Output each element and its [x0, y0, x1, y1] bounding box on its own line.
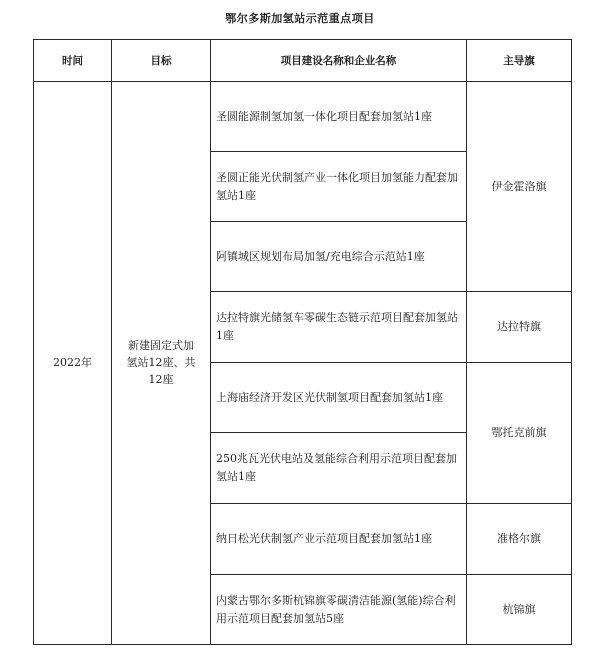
- header-project: 项目建设名称和企业名称: [211, 40, 467, 82]
- header-banner: 主导旗: [467, 40, 572, 82]
- header-time: 时间: [34, 40, 112, 82]
- page-title: 鄂尔多斯加氢站示范重点项目: [225, 12, 375, 25]
- header-goal: 目标: [112, 40, 211, 82]
- project-cell: 圣圆正能光伏制氢产业一体化项目加氢能力配套加氢站1座: [211, 152, 467, 222]
- project-cell: 250兆瓦光伏电站及氢能综合利用示范项目配套加氢站1座: [211, 433, 467, 504]
- table-row: [34, 82, 572, 152]
- goal-text: 新建固定式加氢站12座、共12座: [126, 339, 196, 386]
- project-cell: 阿镇城区规划布局加氢/充电综合示范站1座: [211, 222, 467, 292]
- banner-cell: 准格尔旗: [467, 504, 572, 575]
- project-cell: 圣圆能源制氢加氢一体化项目配套加氢站1座: [211, 82, 467, 152]
- goal-cell: [112, 82, 211, 645]
- project-cell: 内蒙古鄂尔多斯杭锦旗零碳清洁能源(氢能)综合利用示范项目配套加氢站5座: [211, 575, 467, 645]
- project-table: [33, 39, 572, 645]
- banner-cell: 达拉特旗: [467, 292, 572, 363]
- banner-cell: 杭锦旗: [467, 575, 572, 645]
- header-row: [34, 40, 572, 82]
- project-cell: 上海庙经济开发区光伏制氢项目配套加氢站1座: [211, 363, 467, 433]
- banner-cell: 鄂托克前旗: [467, 363, 572, 504]
- project-cell: 纳日松光伏制氢产业示范项目配套加氢站1座: [211, 504, 467, 575]
- banner-cell: 伊金霍洛旗: [467, 82, 572, 292]
- time-cell: 2022年: [34, 82, 112, 645]
- project-cell: 达拉特旗光储氢车零碳生态链示范项目配套加氢站1座: [211, 292, 467, 363]
